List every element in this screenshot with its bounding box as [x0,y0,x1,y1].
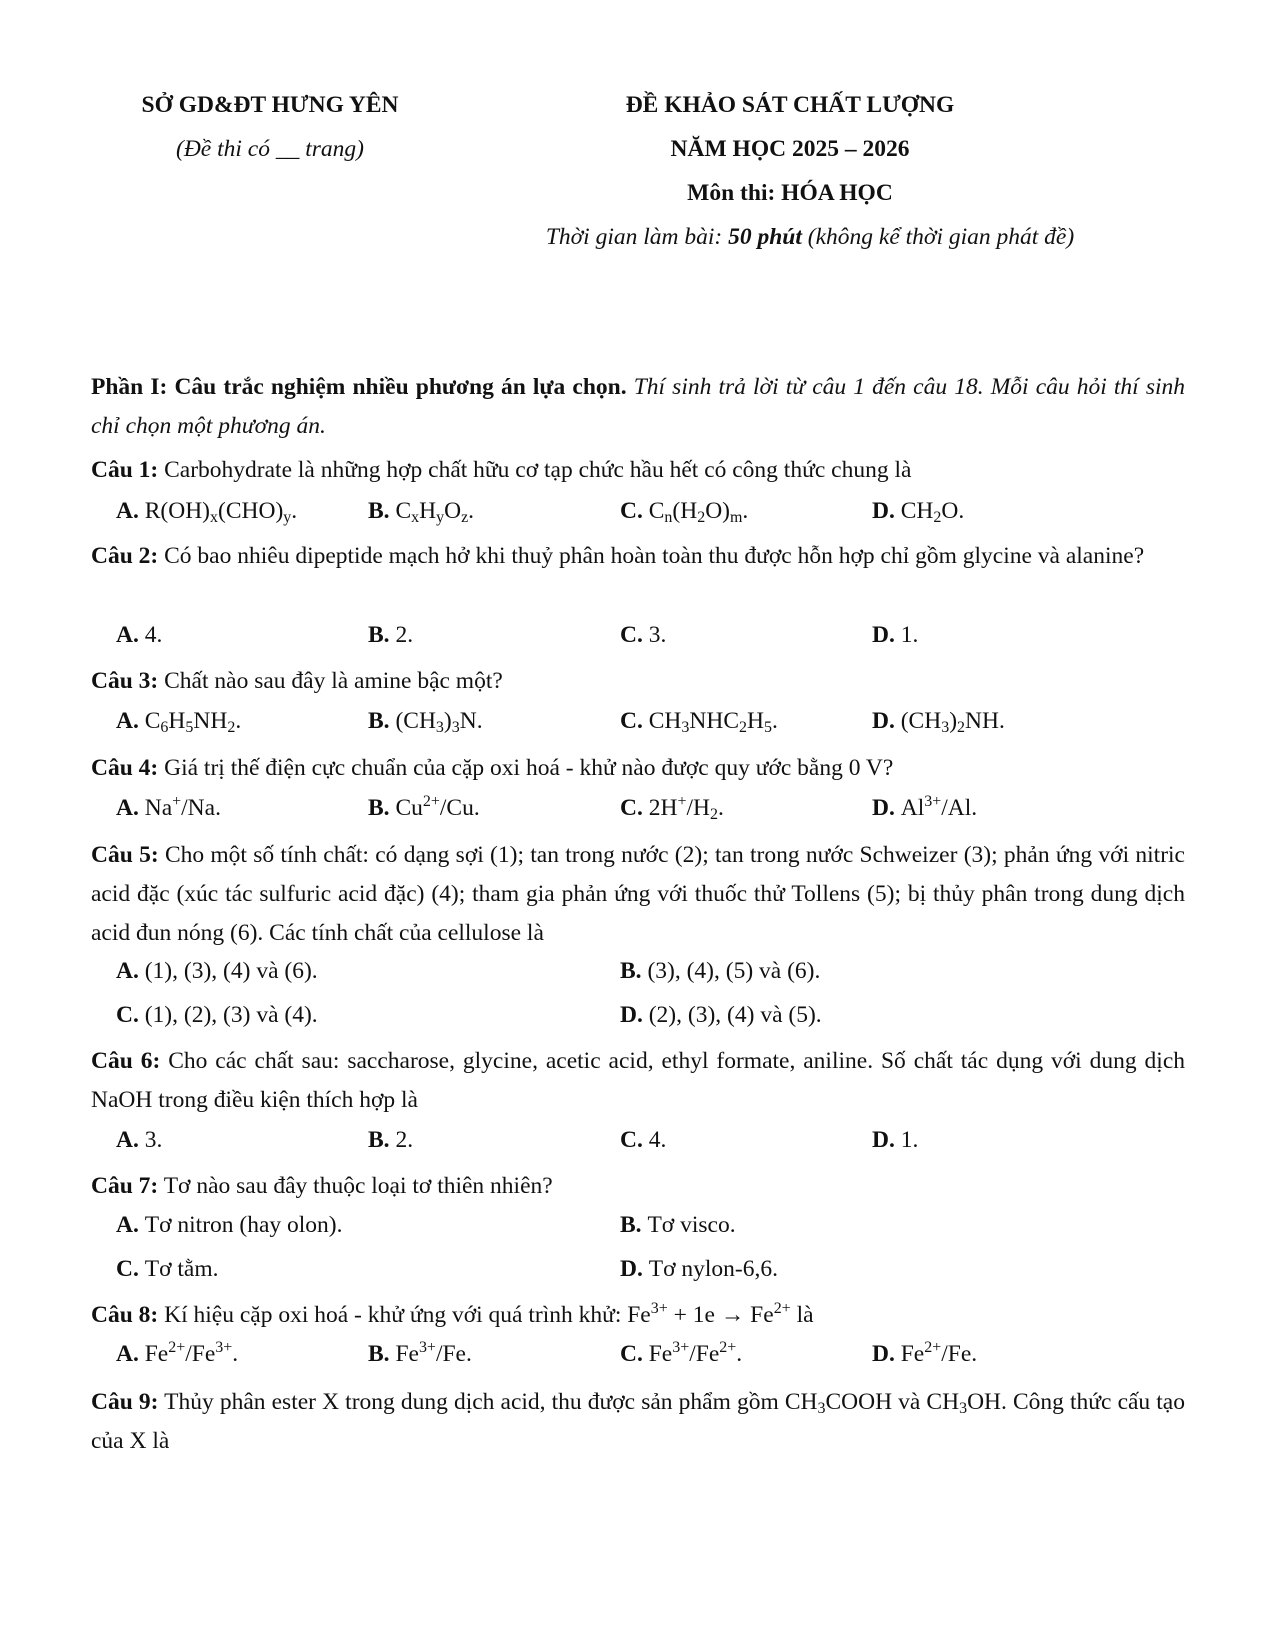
option-text-0: 4. [648,1127,667,1153]
option-sub-1: n [664,508,673,526]
option-text-4: N. [459,708,483,734]
option-letter: D. [872,1127,901,1153]
q3-option-b[interactable] [368,708,483,735]
question-text-sup-3: 2+ [773,1300,791,1318]
option-letter: A. [116,622,145,648]
option-text-4: . [717,795,724,821]
q7-option-a[interactable] [116,1212,343,1239]
option-letter: C. [620,795,649,821]
option-sup-3: 3+ [215,1339,233,1357]
q2-option-a[interactable] [116,622,162,649]
option-text-2: O. [941,498,965,524]
q4-option-b[interactable] [368,795,480,822]
option-letter: C. [116,1002,145,1028]
question-text-sup-1: 3+ [650,1300,668,1318]
option-text-0: Fe [648,1341,673,1367]
question-3: Câu 3: Chất nào sau đây là amine bậc một? [91,668,503,694]
question-1: Câu 1: Carbohydrate là những hợp chất hữu cơ tạp chức hầu hết có công thức chung là [91,457,912,483]
option-text-0: Al [900,795,925,821]
option-sup-1: + [172,793,182,811]
q3-option-d[interactable] [872,708,1005,735]
option-sub-5: m [729,508,743,526]
option-sup-1: 2+ [168,1339,186,1357]
option-letter: D. [872,1341,901,1367]
option-letter: B. [368,498,396,524]
q1-option-d[interactable] [872,498,964,525]
option-sub-3: 2 [957,718,966,736]
option-text-0: Tơ visco. [647,1212,736,1238]
option-letter: A. [116,1341,145,1367]
option-text-2: H [168,708,186,734]
option-text-0: 3. [144,1127,163,1153]
time-note: Thời gian làm bài: 50 phút (không kể thời gian phát đề) [545,224,1075,250]
option-text-0: (1), (3), (4) và (6). [144,958,318,984]
q4-option-d[interactable] [872,795,977,822]
option-sup-1: 3+ [672,1339,690,1357]
option-text-4: NH [193,708,228,734]
option-text-0: 2. [395,1127,414,1153]
option-text-4: O) [705,498,730,524]
option-letter: A. [116,1127,145,1153]
option-sub-1: 3 [435,718,444,736]
option-sub-5: z [461,508,469,526]
option-text-2: (CHO) [218,498,284,524]
option-text-0: CH [900,498,934,524]
option-text-0: CH [648,708,682,734]
option-sub-1: 3 [681,718,690,736]
pages-note: (Đề thi có __ trang) [176,136,364,162]
question-4: Câu 4: Giá trị thế điện cực chuẩn của cặp oxi hoá - khử nào được quy ước bằng 0 V? [91,755,894,781]
option-text-0: 3. [648,622,667,648]
option-letter: B. [368,1127,396,1153]
option-letter: B. [368,708,396,734]
q6-option-a[interactable] [116,1127,162,1154]
option-text-4: . [232,1341,239,1367]
q1-option-a[interactable] [116,498,297,525]
question-text-text-2: COOH và CH [825,1389,960,1415]
option-sub-3: 2 [739,718,747,736]
option-text-2: /Al. [941,795,978,821]
option-text-0: Na [144,795,173,821]
option-text-2: (H [672,498,698,524]
question-6: Câu 6: Cho các chất sau: saccharose, glycine, acetic acid, ethyl formate, aniline. Số chất tác dụng với dung dịch NaOH trong điều kiện thích hợp là [91,1048,1186,1113]
org-name: SỞ GD&ĐT HƯNG YÊN [141,92,399,118]
question-5: Câu 5: Cho một số tính chất: có dạng sợi (1); tan trong nước (2); tan trong nước Schweizer (3); phản ứng với nitric acid đặc (xúc tác sulfuric acid đặc) (4); tham gia phản ứng với thuốc thử Tollens (5); bị thủy phân trong dung dịch acid đun nóng (6). Các tính chất của cellulose là [91,842,1185,946]
question-9: Câu 9: Thủy phân ester X trong dung dịch acid, thu được sản phẩm gồm $CH_3COOH$ và $CH_3OH$. Công thức cấu tạo của X là [91,1389,1185,1454]
option-text-0: (3), (4), (5) và (6). [647,958,821,984]
option-sup-1: 3+ [924,793,942,811]
option-letter: C. [620,1341,649,1367]
option-text-6: . [235,708,242,734]
q2-option-b[interactable] [368,622,413,649]
option-letter: A. [116,498,145,524]
subject: Môn thi: HÓA HỌC [687,180,893,206]
option-text-2: NHC [689,708,739,734]
question-2: Câu 2: Có bao nhiêu dipeptide mạch hở khi thuỷ phân hoàn toàn thu được hỗn hợp chỉ gồm glycine và alanine? [91,543,1145,569]
option-text-2: H [419,498,437,524]
option-letter: D. [620,1256,649,1282]
option-text-6: . [468,498,475,524]
option-letter: B. [368,1341,396,1367]
option-letter: A. [116,958,145,984]
option-sub-5: 2 [227,718,236,736]
option-sup-1: 2+ [422,793,440,811]
option-text-2: /Cu. [439,795,480,821]
option-sub-3: y [436,508,445,526]
q8-option-c[interactable] [620,1341,742,1368]
option-sub-1: 6 [160,718,169,736]
option-sup-3: 2+ [719,1339,737,1357]
option-sub-3: 2 [697,508,706,526]
school-year: NĂM HỌC 2025 – 2026 [670,136,910,162]
option-text-0: Fe [900,1341,925,1367]
exam-title: ĐỀ KHẢO SÁT CHẤT LƯỢNG [625,92,955,118]
option-letter: B. [620,958,648,984]
option-text-0: (1), (2), (3) và (4). [144,1002,318,1028]
option-text-2: /H [686,795,710,821]
question-text-text-4: OH. Công thức cấu tạo của X là [91,1389,1185,1454]
q6-option-c[interactable] [620,1127,666,1154]
option-text-4: . [736,1341,743,1367]
option-text-2: /Fe [185,1341,216,1367]
option-text-2: ) [443,708,452,734]
option-text-0: 1. [900,622,919,648]
q6-option-b[interactable] [368,1127,413,1154]
q6-option-d[interactable] [872,1127,918,1154]
question-text-sub-3: 3 [959,1399,968,1417]
option-text-2: /Fe. [941,1341,978,1367]
question-7: Câu 7: Tơ nào sau đây thuộc loại tơ thiên nhiên? [91,1173,553,1199]
option-text-0: (CH [395,708,436,734]
q5-option-a[interactable] [116,958,318,985]
option-letter: B. [620,1212,648,1238]
option-letter: C. [620,622,649,648]
option-sub-1: x [210,508,218,526]
option-text-0: C [395,498,412,524]
q8-option-b[interactable] [368,1341,472,1368]
q4-option-c[interactable] [620,795,724,822]
option-letter: C. [116,1256,145,1282]
q3-option-a[interactable] [116,708,241,735]
option-text-4: NH. [965,708,1005,734]
q5-option-c[interactable] [116,1002,318,1029]
option-sub-1: 3 [941,718,950,736]
q2-option-d[interactable] [872,622,918,649]
option-text-0: 2. [395,622,414,648]
option-sup-1: + [677,793,687,811]
option-letter: A. [116,795,145,821]
option-text-0: 4. [144,622,163,648]
option-sup-1: 3+ [418,1339,436,1357]
q2-option-c[interactable] [620,622,666,649]
q5-option-d[interactable] [620,1002,822,1029]
option-text-0: Tơ nylon-6,6. [648,1256,778,1282]
option-text-6: . [771,708,778,734]
q1-option-b[interactable] [368,498,474,525]
option-text-0: (CH [900,708,942,734]
q8-option-d[interactable] [872,1341,977,1368]
option-text-0: 1. [900,1127,919,1153]
q3-option-c[interactable] [620,708,778,735]
option-sub-3: y [283,508,292,526]
option-sub-5: 5 [763,718,772,736]
option-sub-1: x [411,508,420,526]
option-text-0: Tơ nitron (hay olon). [144,1212,343,1238]
q7-option-c[interactable] [116,1256,219,1283]
question-text-sub-1: 3 [817,1399,826,1417]
option-sub-3: 5 [185,718,194,736]
option-letter: B. [368,622,396,648]
option-letter: C. [620,498,649,524]
option-text-0: Fe [395,1341,419,1367]
option-letter: B. [368,795,396,821]
option-sup-1: 2+ [924,1339,942,1357]
q8-option-a[interactable] [116,1341,238,1368]
q4-option-a[interactable] [116,795,221,822]
option-text-4: H [746,708,764,734]
option-text-0: Fe [144,1341,169,1367]
section-heading: Phần I: Câu trắc nghiệm nhiều phương án lựa chọn. Thí sinh trả lời từ câu 1 đến câu 18. Mỗi câu hỏi thí sinh chỉ chọn một phương án. [91,374,1185,439]
question-8: Câu 8: Kí hiệu cặp oxi hoá - khử ứng với quá trình khử: $Fe^{3+} + 1e \to Fe^{2+}$ là [91,1300,814,1328]
q7-option-b[interactable] [620,1212,736,1239]
question-text-text-4: là [790,1302,814,1328]
option-text-4: O [444,498,462,524]
option-letter: A. [116,1212,145,1238]
option-letter: D. [872,708,901,734]
option-text-2: ) [949,708,958,734]
option-text-0: 2H [648,795,678,821]
option-letter: D. [872,795,901,821]
q5-option-b[interactable] [620,958,820,985]
option-text-6: . [742,498,749,524]
option-text-2: /Fe [689,1341,720,1367]
question-text-text-2: + 1e → Fe [667,1302,774,1328]
option-text-2: /Fe. [435,1341,472,1367]
option-text-0: C [144,708,161,734]
option-text-0: R(OH) [144,498,211,524]
option-letter: D. [872,498,901,524]
option-text-0: (2), (3), (4) và (5). [648,1002,822,1028]
option-letter: D. [872,622,901,648]
q7-option-d[interactable] [620,1256,778,1283]
q1-option-c[interactable] [620,498,748,525]
option-sub-3: 2 [709,805,718,823]
option-text-0: C [648,498,665,524]
question-text-text-0: Kí hiệu cặp oxi hoá - khử ứng với quá trình khử: Fe [158,1302,651,1328]
option-letter: C. [620,708,649,734]
option-sub-3: 3 [451,718,460,736]
option-letter: A. [116,708,145,734]
option-text-4: . [291,498,298,524]
option-text-0: Tơ tằm. [144,1256,219,1282]
question-text-text-0: Thủy phân ester X trong dung dịch acid, thu được sản phẩm gồm CH [158,1389,818,1415]
option-letter: C. [620,1127,649,1153]
option-letter: D. [620,1002,649,1028]
option-text-0: Cu [395,795,423,821]
option-text-2: /Na. [181,795,221,821]
option-sub-1: 2 [933,508,942,526]
